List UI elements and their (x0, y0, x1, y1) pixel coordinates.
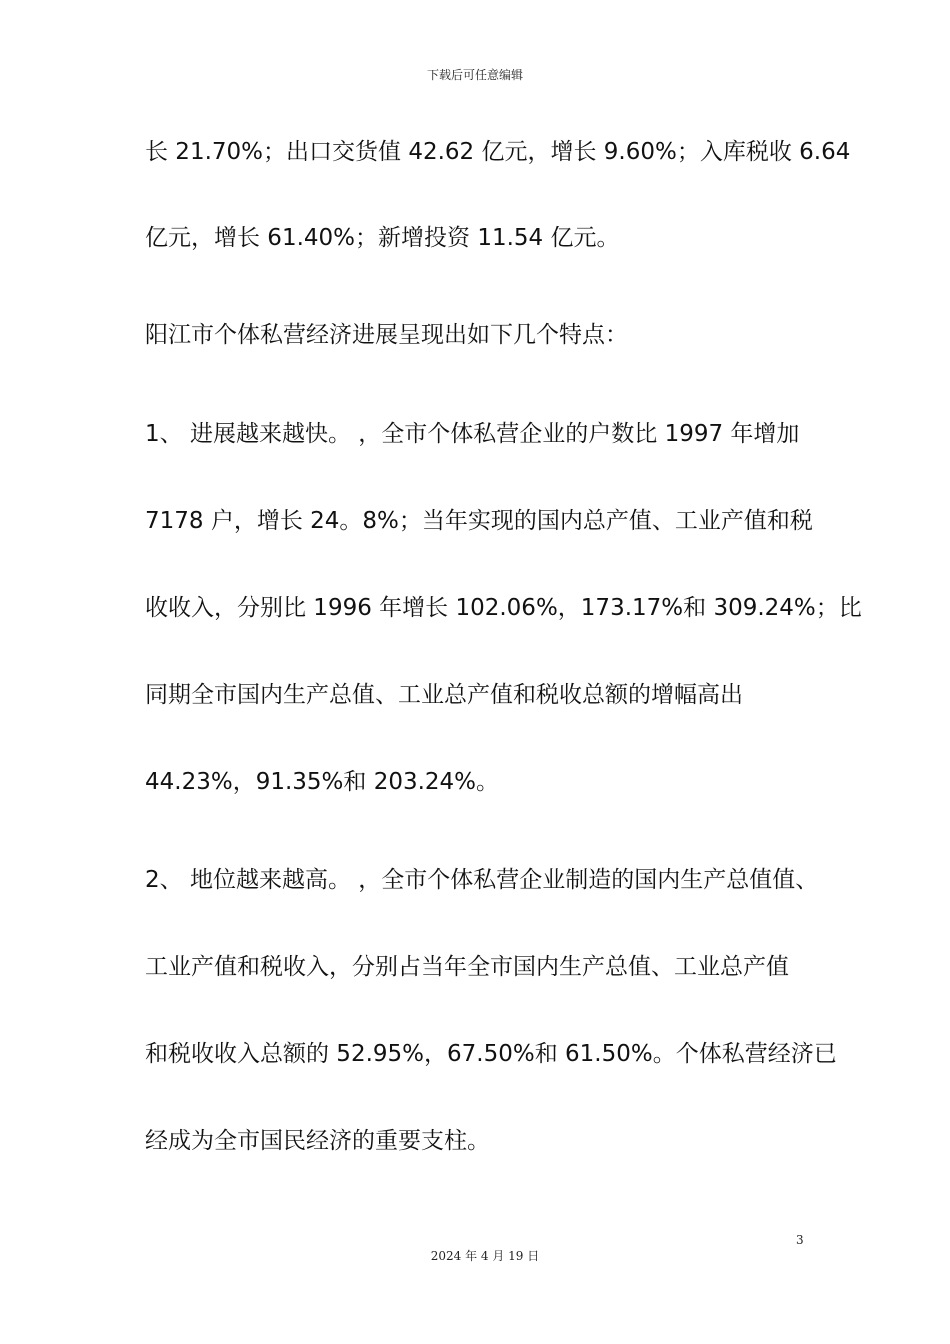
body-line: 长 21.70%；出口交货值 42.62 亿元，增长 9.60%；入库税收 6.64 (145, 139, 851, 165)
body-line: 阳江市个体私营经济进展呈现出如下几个特点： (145, 322, 628, 348)
body-line: 和税收收入总额的 52.95%，67.50%和 61.50%。个体私营经济已 (145, 1041, 837, 1067)
body-line: 工业产值和税收入，分别占当年全市国内生产总值、工业总产值 (145, 954, 789, 980)
page-header: 下载后可任意编辑 (426, 68, 523, 82)
body-line: 亿元，增长 61.40%；新增投资 11.54 亿元。 (145, 225, 620, 251)
page-number: 3 (796, 1233, 804, 1247)
body-line: 44.23%，91.35%和 203.24%。 (145, 769, 500, 795)
list-item-2: 2、 地位越来越高。 ，全市个体私营企业制造的国内生产总值值、 (145, 867, 819, 893)
body-line: 同期全市国内生产总值、工业总产值和税收总额的增幅高出 (145, 682, 743, 708)
body-line: 7178 户，增长 24。8%；当年实现的国内总产值、工业产值和税 (145, 508, 813, 534)
body-line: 收收入，分别比 1996 年增长 102.06%，173.17%和 309.24%；比 (145, 595, 862, 621)
body-line: 经成为全市国民经济的重要支柱。 (145, 1128, 490, 1154)
footer-date: 2024 年 4 月 19 日 (430, 1249, 540, 1263)
list-item-1: 1、 进展越来越快。 ，全市个体私营企业的户数比 1997 年增加 (145, 421, 800, 447)
